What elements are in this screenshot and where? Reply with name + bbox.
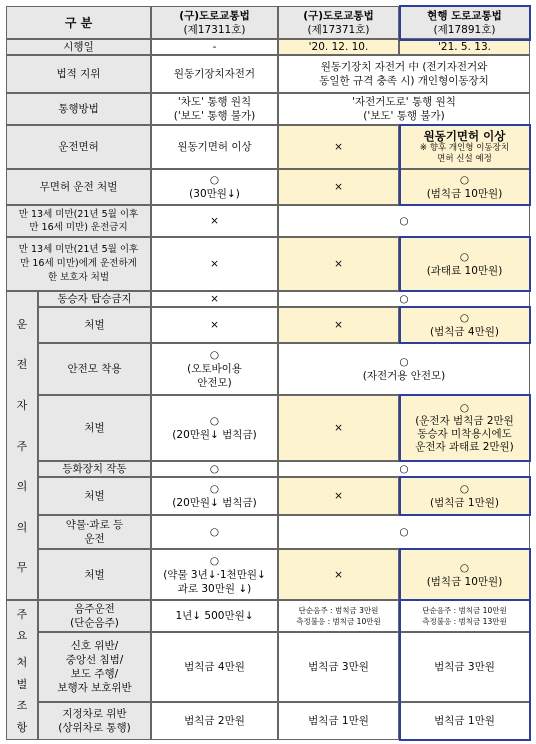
penalty-char: 조 <box>16 699 28 712</box>
duty-char: 운 <box>16 317 28 331</box>
method-merged <box>278 93 530 125</box>
drug-label-line-1: 약물·과로 등 <box>65 519 124 531</box>
lights-penalty-old1-mark: ○ <box>209 483 220 495</box>
lights-merged: ○ <box>399 463 409 475</box>
signal-old1: 범칙금 4만원 <box>184 661 245 673</box>
duty-char: 무 <box>16 561 28 575</box>
status-old1: 원동기장치자전거 <box>173 68 256 80</box>
helmet-penalty-current-mark: ○ <box>459 402 470 414</box>
passenger-penalty-old2: × <box>278 307 399 343</box>
penalty-char: 요 <box>16 629 28 642</box>
under13-label-line-1: 만 13세 미만(21년 5월 이후 <box>18 209 139 220</box>
current-law-name: 현행 도로교통법 <box>427 9 502 22</box>
drunk-current-line-2: 측정불응 : 범칙금 13만원 <box>422 617 507 626</box>
lights-penalty-old1-text: (20만원↓ 범칙금) <box>172 497 257 509</box>
guardian-old1: × <box>210 258 219 270</box>
effective-current: '21. 5. 13. <box>399 39 530 55</box>
guardian-current-mark: ○ <box>459 251 470 263</box>
passenger-penalty-current <box>399 307 530 343</box>
penalty-char: 처 <box>16 656 28 669</box>
header-old-law-1 <box>151 6 278 39</box>
row-label-license: 운전면허 <box>6 125 151 169</box>
duty-char: 전 <box>16 358 28 372</box>
license-current-note-1: ※ 향후 개인형 이동장치 <box>419 143 510 153</box>
nolicense-current-mark: ○ <box>459 174 470 186</box>
helmet-penalty-old2: × <box>278 395 399 461</box>
old-law-1-name: (구)도로교통법 <box>179 9 250 22</box>
helmet-old1-mark: ○ <box>209 349 220 361</box>
passenger-penalty-old1: × <box>210 319 219 331</box>
under13-old1: × <box>210 215 219 227</box>
row-label-drug-penalty: 처벌 <box>38 549 151 600</box>
header-category: 구 분 <box>6 6 151 39</box>
method-merged-line-2: ('보도' 통행 불가) <box>363 110 445 122</box>
license-old2: × <box>278 125 399 169</box>
effective-old2: '20. 12. 10. <box>278 39 399 55</box>
row-label-passenger-ban: 동승자 탑승금지 <box>38 291 151 307</box>
signal-old2: 범칙금 3만원 <box>308 661 369 673</box>
nolicense-current <box>399 169 530 205</box>
guardian-current <box>399 237 530 291</box>
drug-penalty-old1-line-2: 과로 30만원 ↓) <box>177 582 252 595</box>
drug-penalty-old1-mark: ○ <box>209 554 220 567</box>
helmet-merged-text: (자전거용 안전모) <box>362 370 446 382</box>
status-merged <box>278 55 530 93</box>
group-label-main-penalties <box>6 600 38 740</box>
group-label-driver-duty <box>6 291 38 600</box>
duty-char: 자 <box>16 398 28 412</box>
lights-penalty-current-text: (범칙금 1만원) <box>430 497 499 509</box>
helmet-old1-line-1: (오토바이용 <box>187 363 242 375</box>
drunk-label-line-1: 음주운전 <box>74 603 115 615</box>
drunk-current <box>399 600 530 632</box>
signal-label-line-3: 보도 주행/ <box>70 668 119 680</box>
old-law-1-number: (제17311호) <box>183 23 246 36</box>
guardian-old2: × <box>278 237 399 291</box>
helmet-old1-line-2: 안전모) <box>197 377 232 389</box>
passenger-penalty-current-mark: ○ <box>459 312 470 324</box>
lights-penalty-current <box>399 477 530 515</box>
nolicense-old1 <box>151 169 278 205</box>
passenger-penalty-current-text: (범칙금 4만원) <box>430 326 499 338</box>
row-label-lights: 등화장치 작동 <box>38 461 151 477</box>
lane-label-line-1: 지정차로 위반 <box>62 708 127 720</box>
drug-merged: ○ <box>399 526 409 538</box>
passenger-merged: ○ <box>399 293 409 305</box>
drug-penalty-current-text: (범칙금 10만원) <box>426 575 503 588</box>
lane-current: 범칙금 1만원 <box>434 715 495 727</box>
passenger-old1: × <box>210 293 219 305</box>
row-label-effective-date: 시행일 <box>6 39 151 55</box>
penalty-char: 항 <box>16 720 28 734</box>
method-old1-line-2: ('보도' 통행 불가) <box>173 110 256 122</box>
guardian-label-line-2: 만 16세 미만)에게 운전하게 <box>20 258 137 269</box>
helmet-penalty-current-line-2: 동승자 미착용시에도 <box>417 428 512 440</box>
row-label-legal-status: 법적 지위 <box>6 55 151 93</box>
drug-penalty-old1-line-1: (약물 3년↓·1천만원↓ <box>163 568 266 581</box>
row-label-guardian-penalty <box>6 237 151 291</box>
row-label-lights-penalty: 처벌 <box>38 477 151 515</box>
nolicense-old1-mark: ○ <box>209 174 220 186</box>
under13-merged: ○ <box>399 215 409 227</box>
lane-old2: 범칙금 1만원 <box>308 715 369 727</box>
lane-label-line-2: (상위차로 통행) <box>58 722 131 734</box>
lights-penalty-current-mark: ○ <box>459 483 470 495</box>
drug-penalty-current-mark: ○ <box>459 561 470 574</box>
duty-char: 주 <box>16 439 28 453</box>
helmet-merged-mark: ○ <box>399 356 409 368</box>
nolicense-old2: × <box>278 169 399 205</box>
row-label-no-license-penalty: 무면허 운전 처벌 <box>6 169 151 205</box>
license-current-main: 원동기면허 이상 <box>423 129 506 143</box>
method-merged-line-1: '자전거도로' 통행 원칙 <box>352 96 456 108</box>
guardian-label-line-1: 만 13세 미만(21년 5월 이후 <box>18 244 139 255</box>
row-label-drug-fatigue <box>38 515 151 549</box>
lights-penalty-old2: × <box>278 477 399 515</box>
signal-label-line-4: 보행자 보호위반 <box>57 682 132 694</box>
lights-old1: ○ <box>209 463 220 475</box>
header-current-law <box>399 6 530 39</box>
drunk-label-line-2: (단순음주) <box>70 617 119 629</box>
row-label-helmet-penalty: 처벌 <box>38 395 151 461</box>
signal-current: 범칙금 3만원 <box>434 661 495 673</box>
drunk-old2-line-1: 단순음주 : 범칙금 3만원 <box>298 606 379 615</box>
helmet-penalty-current-line-3: 운전자 과태료 2만원) <box>415 441 514 453</box>
helmet-penalty-old1-mark: ○ <box>209 415 220 427</box>
drunk-current-line-1: 단순음주 : 범칙금 10만원 <box>422 606 507 615</box>
license-current <box>399 125 530 169</box>
row-label-under13-ban <box>6 205 151 237</box>
guardian-current-text: (과태료 10만원) <box>426 265 503 277</box>
drunk-old2-line-2: 측정불응 : 범칙금 10만원 <box>296 617 381 626</box>
under13-label-line-2: 만 16세 미만) 운전금지 <box>29 222 128 233</box>
nolicense-current-text: (범칙금 10만원) <box>426 188 503 200</box>
row-label-lane-violation <box>38 702 151 740</box>
drug-old1: ○ <box>209 526 220 538</box>
drunk-old1: 1년↓ 500만원↓ <box>175 610 254 622</box>
drug-penalty-old1 <box>151 549 278 600</box>
row-label-traffic-method: 통행방법 <box>6 93 151 125</box>
row-label-signal-violation <box>38 632 151 702</box>
lights-penalty-old1 <box>151 477 278 515</box>
effective-old1: - <box>212 41 217 53</box>
drug-penalty-current <box>399 549 530 600</box>
guardian-label-line-3: 한 보호자 처벌 <box>47 272 110 283</box>
penalty-char: 주 <box>16 607 28 621</box>
helmet-merged <box>278 343 530 395</box>
drug-penalty-old2: × <box>278 549 399 600</box>
duty-char: 의 <box>16 520 28 534</box>
row-label-passenger-penalty: 처벌 <box>38 307 151 343</box>
method-old1 <box>151 93 278 125</box>
method-old1-line-1: '차도' 통행 원칙 <box>177 96 252 108</box>
lane-old1: 범칙금 2만원 <box>184 715 245 727</box>
status-line-2: 동일한 규격 충족 시) 개인형이동장치 <box>319 75 489 87</box>
helmet-penalty-old1 <box>151 395 278 461</box>
status-line-1: 원동기장치 자전거 中 (전기자전거와 <box>320 61 488 73</box>
drunk-old2 <box>278 600 399 632</box>
old-law-2-number: (제17371호) <box>307 23 370 36</box>
helmet-penalty-current <box>399 395 530 461</box>
header-old-law-2 <box>278 6 399 39</box>
helmet-old1 <box>151 343 278 395</box>
helmet-penalty-old1-text: (20만원↓ 범칙금) <box>172 429 257 441</box>
row-label-drunk-driving <box>38 600 151 632</box>
signal-label-line-2: 중앙선 침범/ <box>65 654 124 666</box>
license-current-note-2: 면허 신설 예정 <box>437 154 492 164</box>
penalty-char: 벌 <box>16 677 28 691</box>
license-old1: 원동기면허 이상 <box>177 141 252 153</box>
drug-label-line-2: 운전 <box>84 533 105 545</box>
duty-char: 의 <box>16 480 28 494</box>
current-law-number: (제17891호) <box>433 23 496 36</box>
row-label-helmet: 안전모 착용 <box>38 343 151 395</box>
helmet-penalty-current-line-1: (운전자 범칙금 2만원 <box>415 415 514 427</box>
nolicense-old1-text: (30만원↓) <box>189 188 240 200</box>
old-law-2-name: (구)도로교통법 <box>303 9 374 22</box>
signal-label-line-1: 신호 위반/ <box>70 640 119 652</box>
